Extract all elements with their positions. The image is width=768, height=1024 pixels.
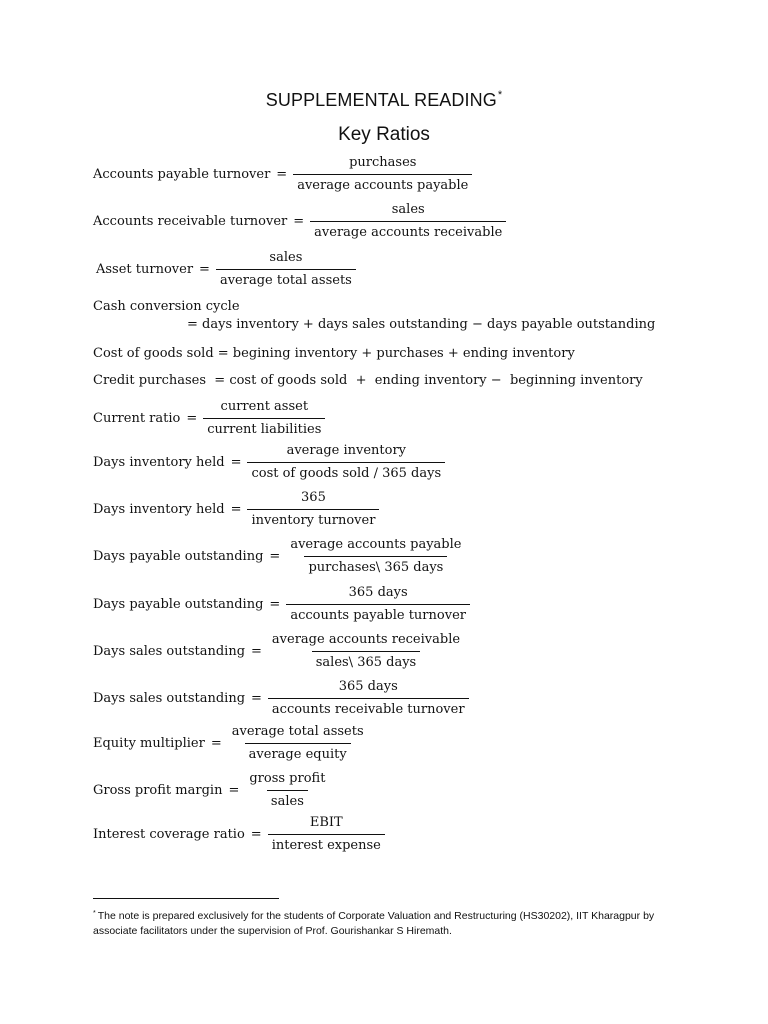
numerator: average accounts receivable [271, 632, 461, 647]
denominator: accounts payable turnover [286, 604, 470, 624]
formula-label: Days sales outstanding [93, 643, 246, 659]
formula-cost-of-goods-sold: Cost of goods sold = begining inventory + purchases + ending inventory [93, 346, 575, 361]
formula-asset-turnover [96, 250, 356, 289]
fraction [216, 250, 356, 289]
formula-label: Days payable outstanding [93, 548, 264, 564]
formula-credit-purchases: Credit purchases = cost of goods sold + ending inventory − beginning inventory [93, 373, 643, 388]
fraction [245, 771, 329, 810]
numerator: 365 days [338, 679, 398, 694]
formula-days-inventory-held [93, 443, 445, 482]
fraction [268, 815, 385, 854]
equals-sign: = [251, 643, 262, 659]
denominator: purchases\ 365 days [304, 556, 447, 576]
page-subtitle: Key Ratios [338, 124, 430, 145]
denominator: cost of goods sold / 365 days [247, 462, 445, 482]
page-title [0, 89, 768, 111]
denominator: sales\ 365 days [312, 651, 421, 671]
formula-days-sales-outstanding-alt [93, 679, 469, 718]
formula-label: Days payable outstanding [93, 596, 264, 612]
fraction [203, 399, 325, 438]
formula-days-sales-outstanding [93, 632, 464, 671]
denominator: average accounts receivable [310, 221, 506, 241]
formula-label: Days inventory held [93, 501, 225, 517]
formula-label: Equity multiplier [93, 735, 205, 751]
equals-sign: = [250, 826, 262, 842]
formula-interest-coverage-ratio [93, 815, 385, 854]
formula-label: Current ratio [93, 410, 181, 426]
denominator: average accounts payable [293, 174, 472, 194]
formula-cash-conversion-cycle-label: Cash conversion cycle [93, 299, 240, 314]
equals-sign: = [230, 454, 242, 470]
formula-label: Accounts receivable turnover [93, 213, 288, 229]
denominator: inventory turnover [247, 509, 379, 529]
numerator: average accounts payable [290, 537, 462, 552]
formula-label: Interest coverage ratio [93, 826, 245, 842]
formula-current-ratio [93, 399, 325, 438]
fraction [247, 443, 445, 482]
denominator: accounts receivable turnover [268, 698, 469, 718]
equals-sign: = [293, 213, 305, 229]
formula-label: Accounts payable turnover [93, 166, 271, 182]
formula-label: Asset turnover [96, 261, 194, 277]
formula-label: Gross profit margin [93, 782, 223, 798]
numerator: current asset [220, 399, 309, 414]
numerator: sales [269, 250, 303, 265]
equals-sign: = [199, 261, 210, 277]
numerator: 365 days [348, 585, 408, 600]
denominator: current liabilities [203, 418, 325, 438]
numerator: EBIT [309, 815, 343, 830]
equals-sign: = [230, 501, 242, 517]
title-text: SUPPLEMENTAL READING [265, 90, 497, 110]
footnote-marker: * [497, 89, 503, 101]
fraction [268, 632, 464, 671]
equals-sign: = [269, 596, 281, 612]
footnote-divider [93, 898, 279, 899]
footnote-text: The note is prepared exclusively for the students of Corporate Valuation and Restructuring (HS30202), IIT Kharagpur by associate facilitators under the supervision of Prof. Gourishankar S Hiremath. [93, 910, 655, 937]
equals-sign: = [210, 735, 222, 751]
numerator: gross profit [249, 771, 326, 786]
fraction [293, 155, 472, 194]
fraction [286, 537, 465, 576]
denominator: interest expense [268, 834, 385, 854]
formula-cash-conversion-cycle-expr: = days inventory + days sales outstanding − days payable outstanding [187, 317, 656, 332]
formula-days-payable-outstanding [93, 537, 465, 576]
equals-sign: = [228, 782, 240, 798]
footnote [93, 906, 673, 939]
formula-days-payable-outstanding-alt [93, 585, 470, 624]
footnote-marker: * [93, 910, 96, 917]
denominator: sales [267, 790, 308, 810]
denominator: average equity [245, 743, 351, 763]
fraction [247, 490, 379, 529]
fraction [286, 585, 470, 624]
formula-label: Days sales outstanding [93, 690, 246, 706]
denominator: average total assets [216, 269, 356, 289]
equals-sign: = [251, 690, 262, 706]
formula-equity-multiplier [93, 724, 368, 763]
numerator: 365 [301, 490, 326, 505]
formula-accounts-payable-turnover [93, 155, 472, 194]
fraction [228, 724, 368, 763]
fraction [310, 202, 506, 241]
numerator: sales [391, 202, 425, 217]
formula-accounts-receivable-turnover [93, 202, 506, 241]
fraction [268, 679, 469, 718]
numerator: average inventory [286, 443, 407, 458]
equals-sign: = [186, 410, 198, 426]
equals-sign: = [269, 548, 281, 564]
numerator: average total assets [231, 724, 364, 739]
numerator: purchases [349, 155, 417, 170]
equals-sign: = [276, 166, 288, 182]
formula-gross-profit-margin [93, 771, 329, 810]
formula-label: Days inventory held [93, 454, 225, 470]
formula-days-inventory-held-alt [93, 490, 379, 529]
